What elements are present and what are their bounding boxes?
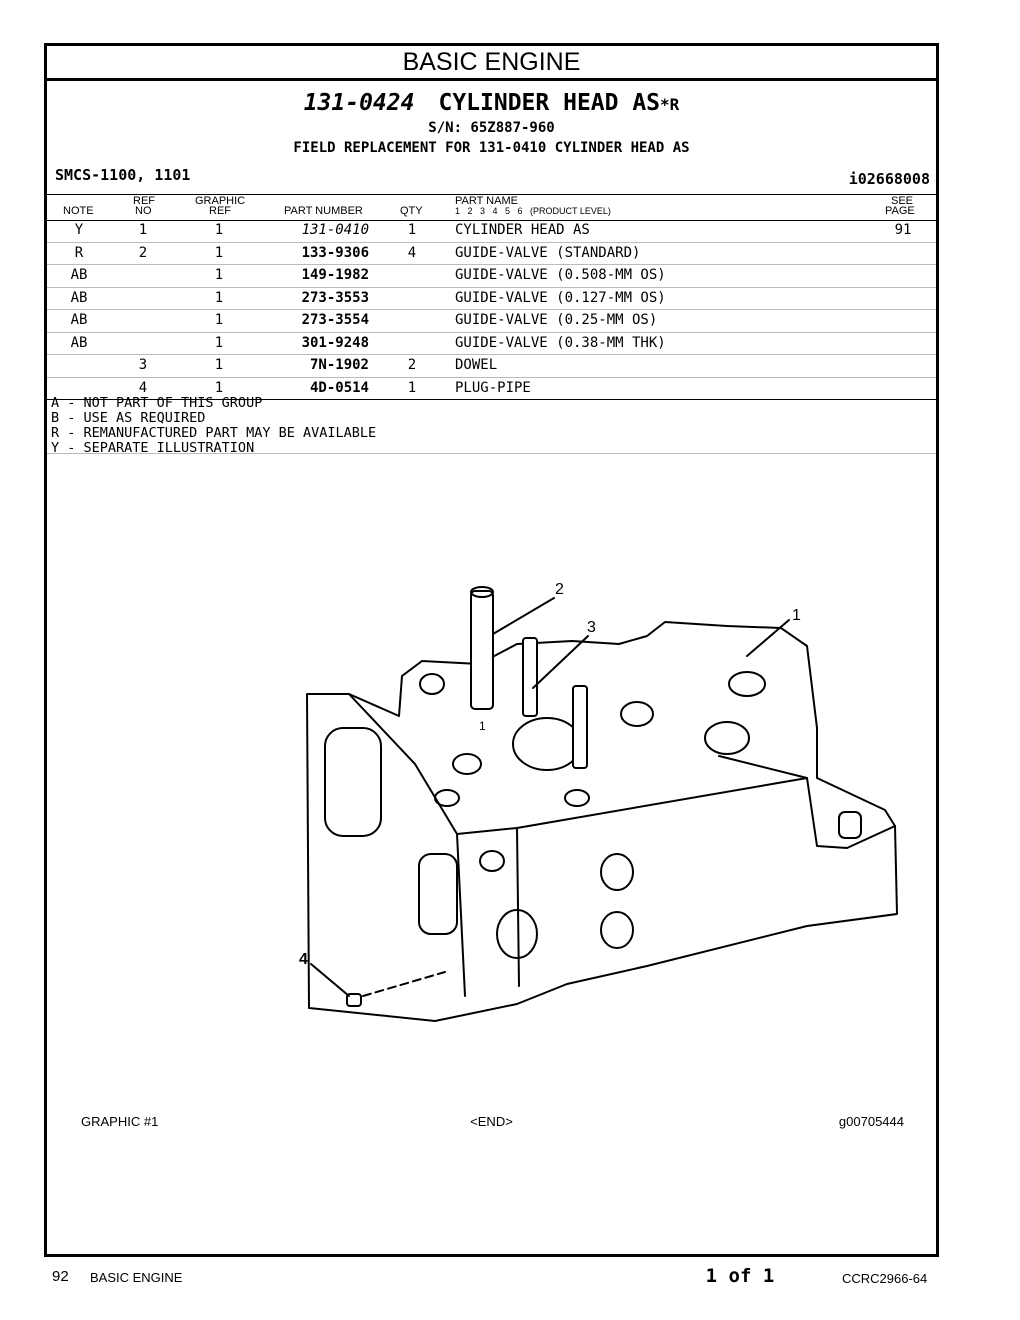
cell-part-name: GUIDE-VALVE (0.127-MM OS) (455, 289, 666, 306)
top-hole (420, 674, 444, 694)
cell-graphic: 1 (214, 334, 224, 351)
top-hole (435, 790, 459, 806)
parts-table (47, 220, 936, 400)
col-see-2: PAGE (885, 205, 915, 217)
footer-section: BASIC ENGINE (90, 1270, 183, 1285)
cell-graphic: 1 (214, 267, 224, 283)
left-port-1 (325, 728, 381, 836)
cell-see-page: 91 (894, 222, 912, 238)
col-see-1: SEE (891, 195, 914, 207)
cell-part-number: 131-0410 (301, 222, 369, 238)
dowel (523, 638, 537, 716)
cell-note: AB (70, 312, 88, 328)
table-row (47, 310, 936, 333)
col-graphic-1: GRAPHIC (195, 195, 246, 207)
col-part-name-1: PART NAME (455, 195, 518, 207)
smcs-code: SMCS-1100, 1101 (55, 166, 191, 184)
plug-leader-dashed (363, 972, 445, 996)
cell-ref: 1 (138, 222, 148, 238)
cell-qty: 1 (407, 222, 417, 238)
assembly-part-name: CYLINDER HEAD AS (438, 90, 661, 116)
cell-qty: 4 (407, 244, 417, 261)
legend-divider (47, 453, 936, 454)
side-hole (601, 912, 633, 948)
cell-ref: 3 (138, 357, 148, 373)
cell-part-number: 133-9306 (301, 244, 369, 261)
cell-note: Y (74, 222, 84, 238)
assembly-title (47, 90, 936, 116)
callout-leader-4 (311, 964, 349, 996)
cell-part-name: DOWEL (455, 357, 498, 373)
col-qty: QTY (400, 205, 423, 217)
serial-number: S/N: 65Z887-960 (428, 120, 555, 136)
legend-item: R - REMANUFACTURED PART MAY BE AVAILABLE (51, 425, 377, 441)
side-hole (497, 910, 537, 958)
section-title: BASIC ENGINE (47, 46, 936, 81)
cell-graphic: 1 (214, 312, 224, 328)
legend-item: B - USE AS REQUIRED (51, 410, 206, 426)
callout-1: 1 (792, 607, 801, 624)
top-hole (480, 851, 504, 871)
cell-ref: 2 (138, 244, 148, 261)
cell-note: AB (70, 289, 88, 306)
callout-leader-1 (747, 620, 789, 656)
cell-part-name: GUIDE-VALVE (0.38-MM THK) (455, 334, 666, 351)
cell-part-number: 149-1982 (301, 267, 369, 283)
top-hole (729, 672, 765, 696)
cell-part-number: 4D-0514 (309, 379, 369, 396)
cell-note: AB (70, 334, 88, 351)
dowel (573, 686, 587, 768)
table-row (47, 355, 936, 378)
cell-part-name: GUIDE-VALVE (STANDARD) (455, 244, 641, 261)
graphic-id: g00705444 (838, 1114, 904, 1129)
cell-graphic: 1 (214, 222, 224, 238)
left-port-2 (419, 854, 457, 934)
col-ref-1: REF (133, 195, 155, 207)
document-code: CCRC2966-64 (842, 1271, 928, 1286)
cell-part-number: 301-9248 (301, 334, 369, 351)
cell-part-name: GUIDE-VALVE (0.508-MM OS) (455, 267, 666, 283)
cell-graphic: 1 (214, 357, 224, 373)
assembly-part-number: 131-0424 (303, 90, 415, 116)
bracket-hole (839, 812, 861, 838)
cell-part-number: 7N-1902 (309, 357, 369, 373)
callout-leader-2 (493, 598, 554, 634)
table-row (47, 220, 936, 243)
page-frame (44, 43, 939, 1257)
cell-part-name: PLUG-PIPE (455, 379, 531, 396)
side-face-edge (517, 828, 519, 986)
table-row (47, 288, 936, 311)
callout-2: 2 (555, 581, 564, 598)
hole-label: 1 (479, 719, 486, 733)
side-hole (601, 854, 633, 890)
cell-qty: 1 (407, 379, 417, 396)
legend-item: A - NOT PART OF THIS GROUP (51, 395, 263, 411)
cell-graphic: 1 (214, 289, 224, 306)
field-replacement-note: FIELD REPLACEMENT FOR 131-0410 CYLINDER HEAD AS (293, 140, 690, 156)
top-hole (705, 722, 749, 754)
valve-guide (471, 591, 493, 709)
top-hole (453, 754, 481, 774)
front-corner-edge (457, 834, 465, 996)
notes-legend (51, 396, 376, 456)
cell-graphic: 1 (214, 244, 224, 261)
legend-item: Y - SEPARATE ILLUSTRATION (51, 440, 255, 456)
cell-graphic: 1 (214, 379, 224, 396)
cell-note: AB (70, 267, 88, 283)
table-row (47, 243, 936, 266)
illustration-id: i02668008 (848, 170, 930, 188)
graphic-label: GRAPHIC #1 (81, 1114, 159, 1129)
column-headers (47, 194, 936, 221)
end-marker: <END> (470, 1114, 513, 1129)
col-part-number: PART NUMBER (284, 205, 363, 217)
col-part-name-2: 1 2 3 4 5 6 (PRODUCT LEVEL) (455, 206, 611, 216)
cell-part-number: 273-3553 (301, 289, 369, 306)
assembly-suffix: *R (660, 95, 680, 114)
cell-part-name: GUIDE-VALVE (0.25-MM OS) (455, 312, 658, 328)
table-row (47, 265, 936, 288)
cell-qty: 2 (407, 357, 417, 373)
cell-part-name: CYLINDER HEAD AS (455, 222, 590, 238)
col-graphic-2: REF (209, 205, 231, 217)
cylinder-head-illustration (47, 516, 936, 1036)
top-hole (513, 718, 581, 770)
cell-part-number: 273-3554 (301, 312, 369, 328)
block-outline (307, 622, 897, 1021)
top-hole (565, 790, 589, 806)
page-number: 92 (52, 1268, 69, 1285)
callout-4: 4 (299, 951, 308, 968)
page-count: 1 of 1 (705, 1265, 775, 1287)
col-note: NOTE (63, 205, 94, 217)
top-hole (621, 702, 653, 726)
col-ref-2: NO (135, 205, 152, 217)
cell-note: R (74, 244, 84, 261)
cell-ref: 4 (138, 379, 148, 396)
callout-leader-3 (533, 636, 588, 688)
table-row (47, 333, 936, 356)
callout-3: 3 (587, 619, 596, 636)
